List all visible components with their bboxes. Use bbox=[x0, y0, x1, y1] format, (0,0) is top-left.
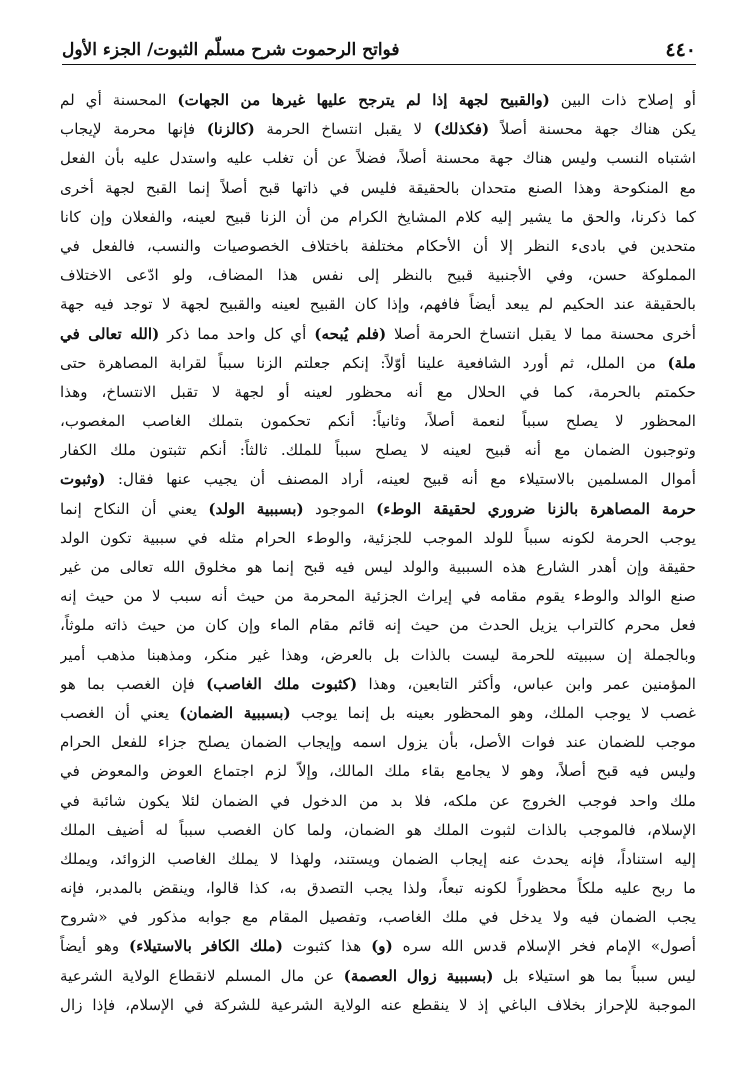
text-line bbox=[60, 524, 696, 553]
sharh-segment: يكن هناك جهة محسنة أصلاً bbox=[489, 120, 696, 139]
sharh-segment: المحظور لا يصلح سبباً لنعمة أصلاً، وثانياً: أنكم تحكمون بتملك الغاصب المغصوب، bbox=[60, 412, 696, 431]
text-line bbox=[60, 845, 696, 874]
matn-segment: (بسببية زوال العصمة) bbox=[343, 966, 494, 985]
sharh-segment: ملك واحد فوجب الخروج عن ملكه، فلا بد من الدخول في الضمان لئلا يكون شائبة في bbox=[60, 791, 696, 810]
sharh-segment: فإن الغصب بما هو bbox=[60, 674, 207, 693]
text-line bbox=[60, 991, 696, 1020]
matn-segment: حرمة المصاهرة بالزنا ضروري لحقيقة الوطء) bbox=[376, 499, 696, 518]
matn-segment: (والقبيح لجهة إذا لم يترجح عليها غيرها من الجهات) bbox=[177, 91, 550, 109]
sharh-segment: وتوجبون الضمان مع أنه قبيح لعينه لا يصلح سبباً للملك. ثالثاً: أنكم تثبتون ملك الكفار bbox=[60, 441, 696, 460]
matn-segment: (الله تعالى في bbox=[60, 324, 160, 343]
sharh-segment: أو إصلاح ذات البين bbox=[549, 91, 696, 109]
sharh-segment: يعني أن النكاح إنما bbox=[60, 499, 209, 518]
text-line bbox=[60, 962, 696, 991]
matn-segment: (فكذلك) bbox=[433, 120, 490, 139]
sharh-segment: حقيقة وإن أهدر الشارع هذه السببية والولد ليس فيه قبح إنما هو مخلوق الله تعالى من غير bbox=[60, 558, 696, 576]
running-title: فواتح الرحموت شرح مسلّم الثبوت/ الجزء الأول bbox=[62, 40, 400, 60]
matn-segment: (كالزنا) bbox=[206, 120, 255, 139]
sharh-segment: المملوكة حسن، وفي الأجنبية قبيح بالنظر إلى نفس هذا المضاف، ولو ادّعى الاختلاف bbox=[60, 266, 696, 285]
text-line bbox=[60, 407, 696, 436]
matn-segment: (و) bbox=[371, 937, 393, 956]
sharh-segment: وليس فيه قبح أصلاً، وهو لا يجامع بقاء ملك المالك، وإلاّ لزم اجتماع العوض والمعوض في bbox=[60, 762, 696, 781]
text-line bbox=[60, 144, 696, 173]
matn-segment: (وثبوت bbox=[60, 470, 106, 489]
sharh-segment: المحسنة أي لم bbox=[60, 91, 178, 109]
text-line bbox=[60, 203, 696, 232]
matn-segment: ملة) bbox=[667, 353, 696, 372]
sharh-segment: أصول» الإمام فخر الإسلام قدس الله سره bbox=[392, 937, 696, 956]
text-line bbox=[60, 115, 696, 144]
sharh-segment: إليه استناداً، فإنه يحدث عنه إيجاب الضمان ويستند، ولهذا لا يملك الغاصب الزوائد، ويملك bbox=[60, 849, 696, 868]
sharh-segment: من الملل، ثم أورد الشافعية علينا أوّلاً: إنكم جعلتم الزنا سبباً لقرابة المصاهرة حتى bbox=[60, 353, 668, 372]
sharh-segment: يعني أن الغصب bbox=[60, 703, 180, 722]
page-header bbox=[62, 34, 696, 65]
text-line bbox=[60, 611, 696, 640]
sharh-segment: اشتباه النسب وليس هناك جهة محسنة أصلاً، فضلاً عن أن تغلب عليه واستدل عليه بأن الفعل bbox=[60, 149, 696, 168]
text-line bbox=[60, 816, 696, 845]
sharh-segment: فعل محرم كالتراب يزيل الحدث من حيث إنه قائم مقام الماء وإن كان من حيث ذاته ملوثاً، bbox=[60, 616, 696, 635]
text-line bbox=[60, 465, 696, 494]
text-line bbox=[60, 874, 696, 903]
text-line bbox=[60, 436, 696, 465]
sharh-segment: وبالجملة إن سببيته للحرمة ليست بالذات بل بالعرض، وهذا غير منكر، ومذهبنا مذهب أمير bbox=[60, 645, 696, 664]
text-line bbox=[60, 86, 696, 115]
sharh-segment: يوجب الحرمة لكونه سبباً للولد الموجب للجزئية، والوطء الحرام مثله في سببية تكون الولد bbox=[60, 528, 696, 547]
text-line bbox=[60, 903, 696, 932]
sharh-segment: كما ذكرنا، والحق ما يشير إليه كلام المشايخ الكرام من أن الزنا قبيح لعينه، والفعلان وإن كانا bbox=[60, 207, 696, 226]
matn-segment: (ملك الكافر بالاستيلاء) bbox=[129, 937, 283, 956]
text-line bbox=[60, 699, 696, 728]
page-number: ٤٤٠ bbox=[665, 39, 696, 61]
matn-segment: (فلم يُبحه) bbox=[314, 324, 387, 343]
text-line bbox=[60, 553, 696, 582]
sharh-segment: فإنها محرمة لإيجاب bbox=[60, 120, 207, 139]
sharh-segment: حكمتم بالحرمة، كما في الحلال مع أنه محظور لعينه أو لجهة لا تقبل الانتساخ، وهذا bbox=[60, 382, 696, 401]
sharh-segment: ليس سبباً بما هو استيلاء بل bbox=[493, 966, 696, 985]
sharh-segment: وهو أيضاً bbox=[60, 937, 130, 956]
text-line bbox=[60, 232, 696, 261]
body-text bbox=[60, 86, 696, 1020]
text-line bbox=[60, 290, 696, 319]
text-line bbox=[60, 320, 696, 349]
text-line bbox=[60, 349, 696, 378]
matn-segment: (كثبوت ملك الغاصب) bbox=[206, 674, 358, 693]
sharh-segment: صنع الوالد والوطء يقوم مقامه في إيراث الجزئية المحرمة من حيث أنه سبب لا من حيث إنه bbox=[60, 587, 696, 606]
sharh-segment: الإسلام، فالموجب بالذات لثبوت الملك هو الضمان، ولما كان الغصب سبباً له أضيف الملك bbox=[60, 820, 696, 839]
sharh-segment: مع المنكوحة وهذا الصنع متحدان بالحقيقة فليس في ذاتها قبح أصلاً إنما القبح لجهة أخرى bbox=[60, 178, 696, 197]
text-line bbox=[60, 261, 696, 290]
matn-segment: (بسببية الولد) bbox=[208, 499, 304, 518]
text-line bbox=[60, 641, 696, 670]
sharh-segment: موجب للضمان عند فوات الأصل، بأن يزول اسمه وإيجاب الضمان يصلح جزاء للفعل الحرام bbox=[60, 733, 696, 752]
sharh-segment: أموال المسلمين بالاستيلاء مع أنه قبيح لعينه، أراد المصنف أن يجيب عنها فقال: bbox=[105, 470, 696, 489]
sharh-segment: ما ربح عليه ملكاً محظوراً لكونه تبعاً، ولذا يجب التصدق به، كذا قالوا، وينقض بالمدبر، فإنه bbox=[60, 879, 696, 898]
text-line bbox=[60, 174, 696, 203]
sharh-segment: أي كل واحد مما ذكر bbox=[159, 324, 315, 343]
matn-segment: (بسببية الضمان) bbox=[179, 703, 291, 722]
sharh-segment: الموجود bbox=[303, 499, 377, 518]
sharh-segment: يجب الضمان فيه ولا يدخل في ملك الغاصب، وتفصيل المقام مع جوابه مذكور في «شروح bbox=[60, 908, 696, 927]
sharh-segment: المؤمنين عمر وابن عباس، وأكثر التابعين، وهذا bbox=[357, 674, 696, 693]
text-line bbox=[60, 495, 696, 524]
sharh-segment: غصب لا يوجب الملك، وهو المحظور بعينه بل إنما يوجب bbox=[290, 703, 696, 722]
sharh-segment: عن مال المسلم لانقطاع الولاية الشرعية bbox=[60, 966, 344, 985]
sharh-segment: هذا كثبوت bbox=[282, 937, 372, 956]
text-line bbox=[60, 757, 696, 786]
text-line bbox=[60, 670, 696, 699]
sharh-segment: الموجبة للإحراز بخلاف الباغي إذ لا ينقطع عنه الولاية الشرعية للشركة في الإسلام، فإذا زال bbox=[60, 995, 696, 1014]
sharh-segment: أخرى محسنة مما لا يقبل انتساخ الحرمة أصلا bbox=[386, 324, 696, 343]
text-line bbox=[60, 582, 696, 611]
text-line bbox=[60, 728, 696, 757]
sharh-segment: بالحقيقة عند الحكيم لم يبعد أيضاً فافهم، وإذا كان القبيح لعينه والقبيح لجهة لا توجد فيه جهة bbox=[60, 295, 696, 314]
text-line bbox=[60, 932, 696, 961]
sharh-segment: متحدين في بادىء النظر إلا أن الأحكام مختلفة باختلاف الخصوصيات والنسب، فالفعل في bbox=[60, 236, 696, 255]
text-line bbox=[60, 787, 696, 816]
sharh-segment: لا يقبل انتساخ الحرمة bbox=[254, 120, 434, 139]
text-line bbox=[60, 378, 696, 407]
